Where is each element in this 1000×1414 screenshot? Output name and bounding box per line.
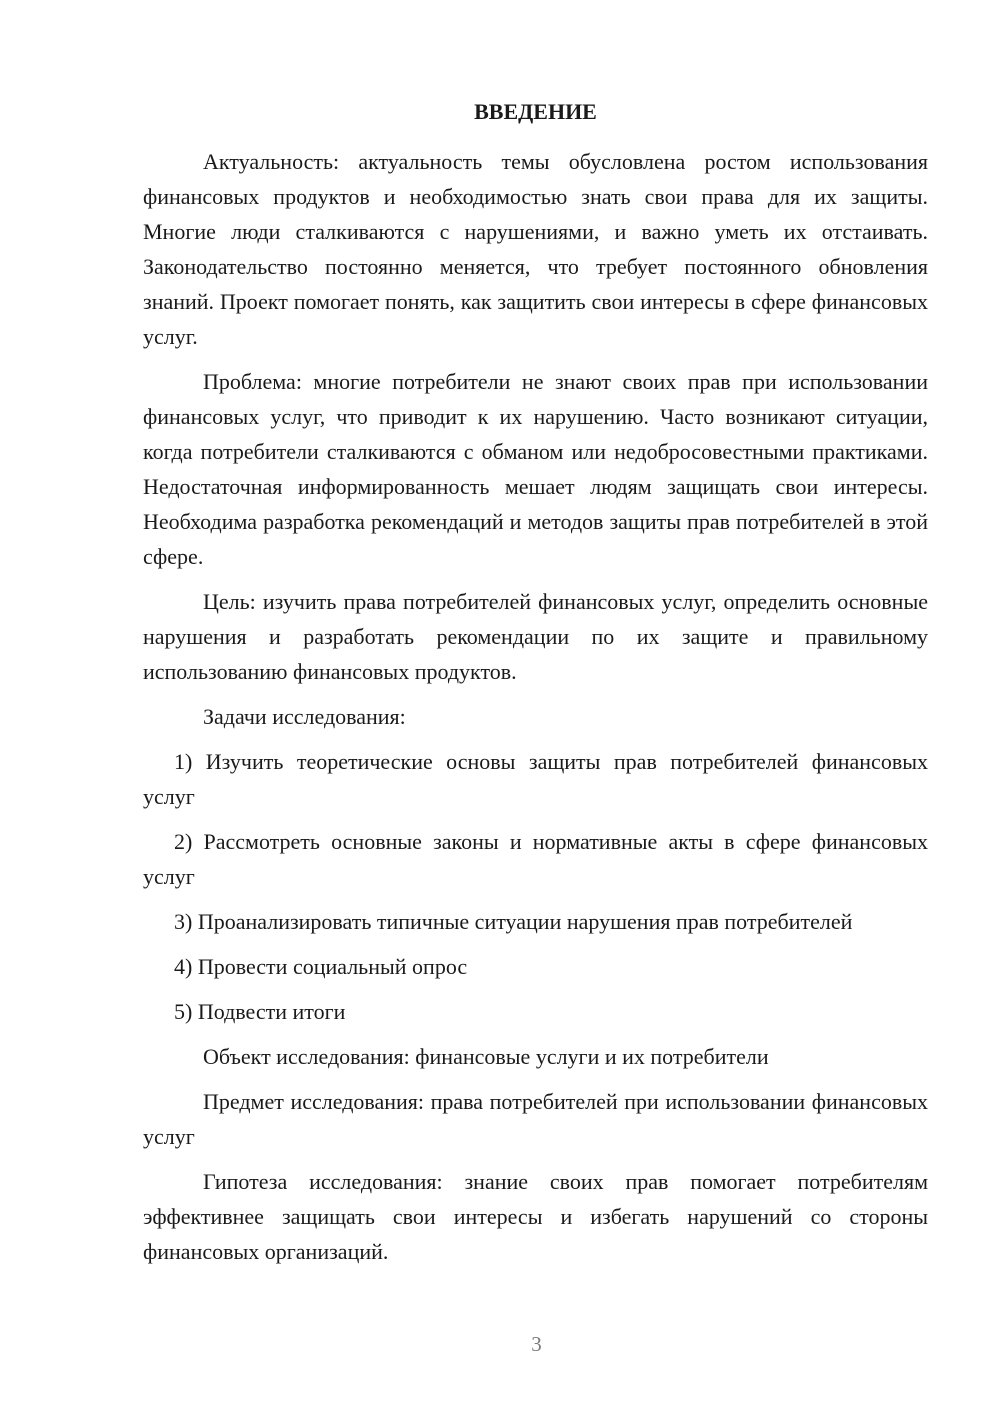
relevance-paragraph: Актуальность: актуальность темы обусловлена ростом использования финансовых продуктов и необходимостью знать свои права для их защиты. Многие люди сталкиваются с нарушениями, и важно уметь их отстаивать. Законодательство постоянно меняется, что требует постоянного обновления знаний. Проект помогает понять, как защитить свои интересы в сфере финансовых услуг.	[143, 149, 928, 349]
task-item-4: 4) Провести социальный опрос	[174, 954, 468, 979]
task-item-3: 3) Проанализировать типичные ситуации нарушения прав потребителей	[174, 909, 853, 934]
tasks-heading: Задачи исследования:	[203, 704, 406, 729]
page-title: ВВЕДЕНИЕ	[474, 99, 597, 124]
task-item-1: 1) Изучить теоретические основы защиты прав потребителей финансовых услуг	[143, 749, 928, 809]
task-item-2: 2) Рассмотреть основные законы и нормативные акты в сфере финансовых услуг	[143, 829, 928, 889]
goal-paragraph: Цель: изучить права потребителей финансовых услуг, определить основные нарушения и разработать рекомендации по их защите и правильному использованию финансовых продуктов.	[143, 589, 928, 684]
task-item-5: 5) Подвести итоги	[174, 999, 346, 1024]
page-number: 3	[531, 1332, 542, 1356]
subject-paragraph: Предмет исследования: права потребителей при использовании финансовых услуг	[143, 1089, 928, 1149]
hypothesis-paragraph: Гипотеза исследования: знание своих прав помогает потребителям эффективнее защищать свои интересы и избегать нарушений со стороны финансовых организаций.	[143, 1169, 928, 1264]
problem-paragraph: Проблема: многие потребители не знают своих прав при использовании финансовых услуг, что приводит к их нарушению. Часто возникают ситуации, когда потребители сталкиваются с обманом или недобросовестными практиками. Недостаточная информированность мешает людям защищать свои интересы. Необходима разработка рекомендаций и методов защиты прав потребителей в этой сфере.	[143, 369, 928, 569]
object-paragraph: Объект исследования: финансовые услуги и их потребители	[203, 1044, 769, 1069]
page-content	[143, 94, 928, 1269]
